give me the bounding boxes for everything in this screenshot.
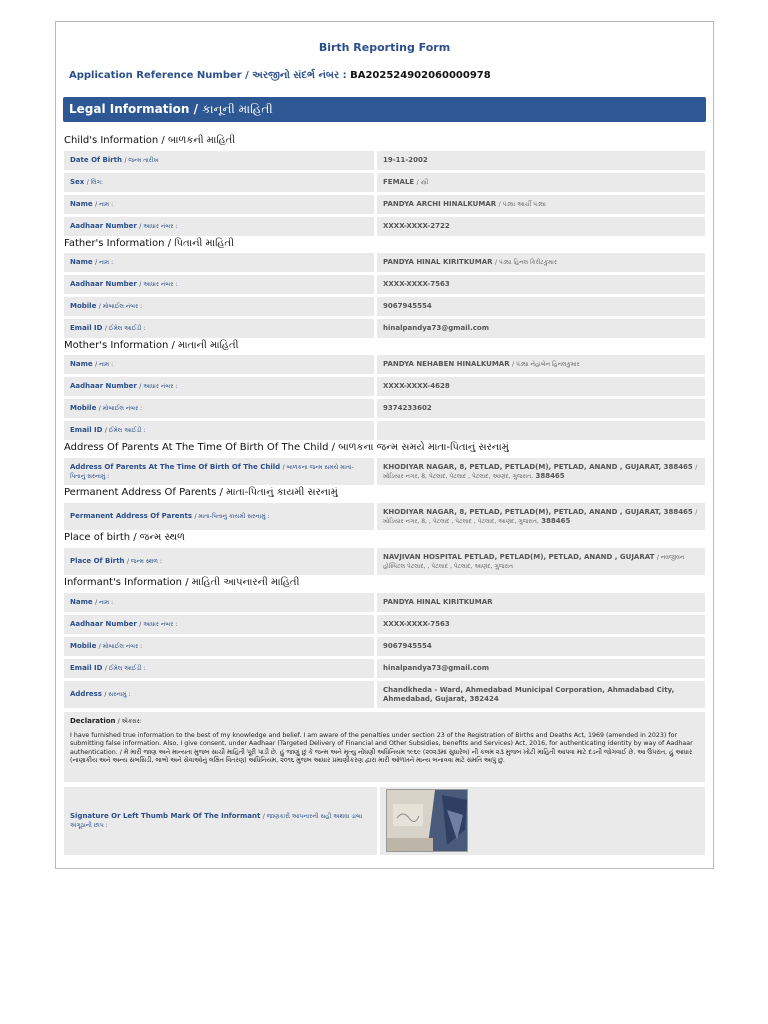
child-aadhaar-row: Aadhaar Number / આધાર નંબર : XXXX-XXXX-2722: [64, 217, 705, 236]
field-value: PANDYA NEHABEN HINALKUMAR: [383, 360, 510, 368]
field-label: Aadhaar Number: [70, 222, 137, 230]
field-value: 9067945554: [383, 302, 432, 310]
field-value: XXXX-XXXX-2722: [383, 222, 450, 230]
field-value: XXXX-XXXX-7563: [383, 620, 450, 628]
mother-section-heading: Mother's Information / માતાની માહિતી: [64, 340, 239, 351]
field-label: Name: [70, 258, 93, 266]
declaration-box: [64, 712, 705, 782]
field-label: Email ID: [70, 664, 103, 672]
birth-address-section-heading: Address Of Parents At The Time Of Birth Of The Child / બાળકના જન્મ સમયે માતા-પિતાનું સરનામું: [64, 442, 509, 453]
signature-label: Signature Or Left Thumb Mark Of The Informant: [70, 812, 261, 820]
field-value: 9374233602: [383, 404, 432, 412]
child-section-heading: Child's Information / બાળકની માહિતી: [64, 135, 236, 146]
field-label: Mobile: [70, 404, 97, 412]
app-ref-label: Application Reference Number / અરજીનો સંદર્ભ નંબર :: [69, 70, 347, 81]
place-of-birth-section-heading: Place of birth / જન્મ સ્થળ: [64, 532, 185, 543]
declaration-heading-gujarati: / એકરાર:: [117, 718, 142, 725]
form-title: Birth Reporting Form: [318, 41, 451, 54]
permanent-address-section-heading: Permanent Address Of Parents / માતા-પિતાનું કાયમી સરનામું: [64, 487, 338, 498]
field-label: Aadhaar Number: [70, 382, 137, 390]
informant-mobile-row: Mobile / મોબાઈલ નંબર : 9067945554: [64, 637, 705, 656]
informant-address-row: Address / સરનામું : Chandkheda - Ward, Ahmedabad Municipal Corporation, Ahmadabad City, Ahmedabad, Gujarat, 382424: [64, 681, 705, 708]
field-value: PANDYA HINAL KIRITKUMAR: [383, 258, 493, 266]
father-name-row: Name / નામ : PANDYA HINAL KIRITKUMAR / પંડ્યા હિનલ કિરીટકુમાર: [64, 253, 705, 272]
field-label: Name: [70, 360, 93, 368]
permanent-address-row: Permanent Address Of Parents / માતા-પિતાનું કાયમી સરનામું : KHODIYAR NAGAR, 8, PETLAD, PETLAD(M), PETLAD, ANAND , GUJARAT, 388465 / ખોડિયાર નગર, 8, , પેટલાદ , પેટલાદ , પેટલાદ, આણંદ, ગુજરાત, 388465: [64, 503, 705, 530]
field-label: Place Of Birth: [70, 557, 125, 565]
place-of-birth-row: Place Of Birth / જન્મ સ્થળ : NAVJIVAN HOSPITAL PETLAD, PETLAD(M), PETLAD, ANAND , GUJARAT / નવજીવન હોસ્પિટલ પેટલાદ, , પેટલાદ , પેટલાદ, આણંદ, ગુજરાત: [64, 548, 705, 575]
field-label: Address Of Parents At The Time Of Birth Of The Child: [70, 462, 281, 471]
field-value: FEMALE: [383, 178, 415, 186]
field-value: 19-11-2002: [383, 156, 428, 164]
child-name-row: Name / નામ : PANDYA ARCHI HINALKUMAR / પંડ્યા આર્ચી પંડ્યા: [64, 195, 705, 214]
legal-information-header: [63, 97, 706, 122]
child-dob-row: Date Of Birth / જન્મ તારીખ 19-11-2002: [64, 151, 705, 170]
field-value: hinalpandya73@gmail.com: [383, 664, 489, 672]
birth-reporting-form: [55, 21, 714, 869]
field-label: Mobile: [70, 642, 97, 650]
father-mobile-row: Mobile / મોબાઈલ નંબર : 9067945554: [64, 297, 705, 316]
father-aadhaar-row: Aadhaar Number / આધાર નંબર : XXXX-XXXX-7563: [64, 275, 705, 294]
declaration-text: I have furnished true information to the best of my knowledge and belief. I am aware of the penalties under section 23 of the Registration of Births and Deaths Act, 1969 (amended in 2023) for submitting false information. Also, I give consent, under Aadhaar (Targeted Delivery of Financial and Other Subsidies, benefits and Services) Act, 2016, for authenticating identity by way of Aadhaar authentication. / મેં મારી જાણ અને માન્યતા મુજબ સાચી માહિતી પૂરી પાડી છે. હું જાણું છું કે જન્મ અને મૃત્યુ નોંધણી અધિનિયમ ૧૯૬૯ (૨૦૨૩માં સુધારેલ) ની કલમ ૨૩ મુજબ ખોટી માહિતી આપવા માટે દંડની જોગવાઈ છે. આ ઉપરાંત, હું આધાર (નાણાકીય અને અન્ય સબસિડી, લાભો અને સેવાઓનું લક્ષિત વિતરણ) અધિનિયમ, ૨૦૧૬ મુજબ આધાર પ્રમાણીકરણ દ્વારા મારી ઓળખને માન્ય બનાવવા માટે સંમતિ આપું છું.: [70, 731, 693, 764]
informant-section-heading: Informant's Information / માહિતી આપનારની માહિતી: [64, 577, 300, 588]
father-section-heading: Father's Information / પિતાની માહિતી: [64, 238, 234, 249]
child-sex-row: Sex / લિંગ: FEMALE / સ્ત્રી: [64, 173, 705, 192]
signature-row: Signature Or Left Thumb Mark Of The Informant / જાણકારી આપનારની સહી અથવા ડાબા અંગૂઠાની છાપ :: [64, 787, 705, 855]
mother-name-row: Name / નામ : PANDYA NEHABEN HINALKUMAR / પંડ્યા નેહાબેન હિનલકુમાર: [64, 355, 705, 374]
field-value: XXXX-XXXX-4628: [383, 382, 450, 390]
field-label: Aadhaar Number: [70, 620, 137, 628]
field-value: PANDYA ARCHI HINALKUMAR: [383, 200, 497, 208]
field-value: NAVJIVAN HOSPITAL PETLAD, PETLAD(M), PETLAD, ANAND , GUJARAT: [383, 552, 655, 561]
field-value: XXXX-XXXX-7563: [383, 280, 450, 288]
informant-name-row: Name / નામ : PANDYA HINAL KIRITKUMAR: [64, 593, 705, 612]
field-value: hinalpandya73@gmail.com: [383, 324, 489, 332]
field-label: Mobile: [70, 302, 97, 310]
field-label: Permanent Address Of Parents: [70, 512, 193, 520]
field-value: KHODIYAR NAGAR, 8, PETLAD, PETLAD(M), PETLAD, ANAND , GUJARAT, 388465: [383, 507, 693, 516]
field-label: Email ID: [70, 324, 103, 332]
declaration-heading: Declaration: [70, 717, 116, 725]
field-value: 9067945554: [383, 642, 432, 650]
birth-address-row: Address Of Parents At The Time Of Birth Of The Child / બાળકના જન્મ સમયે માતા-પિતાનું સરનામું : KHODIYAR NAGAR, 8, PETLAD, PETLAD(M), PETLAD, ANAND , GUJARAT, 388465 / ખોડિયાર નગર, 8, પેટલાદ, પેટલાદ , પેટલાદ, આણંદ, ગુજરાત, 388465: [64, 458, 705, 485]
legal-title: Legal Information /: [69, 102, 198, 116]
field-value: PANDYA HINAL KIRITKUMAR: [383, 598, 493, 606]
informant-aadhaar-row: Aadhaar Number / આધાર નંબર : XXXX-XXXX-7563: [64, 615, 705, 634]
signature-photo: [387, 790, 468, 852]
informant-email-row: Email ID / ઈમેલ આઈડી : hinalpandya73@gmail.com: [64, 659, 705, 678]
mother-email-row: Email ID / ઈમેલ આઈડી :: [64, 421, 705, 440]
mother-mobile-row: Mobile / મોબાઈલ નંબર : 9374233602: [64, 399, 705, 418]
field-label: Date Of Birth: [70, 156, 123, 164]
mother-aadhaar-row: Aadhaar Number / આધાર નંબર : XXXX-XXXX-4628: [64, 377, 705, 396]
field-label: Email ID: [70, 426, 103, 434]
father-email-row: Email ID / ઈમેલ આઈડી : hinalpandya73@gmail.com: [64, 319, 705, 338]
field-label: Name: [70, 200, 93, 208]
field-label: Name: [70, 598, 93, 606]
legal-title-gujarati: કાનૂની માહિતી: [202, 102, 273, 116]
app-ref-value: BA202524902060000978: [350, 70, 491, 81]
field-value: Chandkheda - Ward, Ahmedabad Municipal Corporation, Ahmadabad City, Ahmedabad, Gujarat, 382424: [383, 685, 675, 703]
field-value: KHODIYAR NAGAR, 8, PETLAD, PETLAD(M), PETLAD, ANAND , GUJARAT, 388465: [383, 462, 693, 471]
application-reference: [69, 70, 491, 81]
field-label: Sex: [70, 178, 85, 186]
field-label: Address: [70, 690, 102, 698]
field-label: Aadhaar Number: [70, 280, 137, 288]
signature-image: [386, 789, 468, 852]
